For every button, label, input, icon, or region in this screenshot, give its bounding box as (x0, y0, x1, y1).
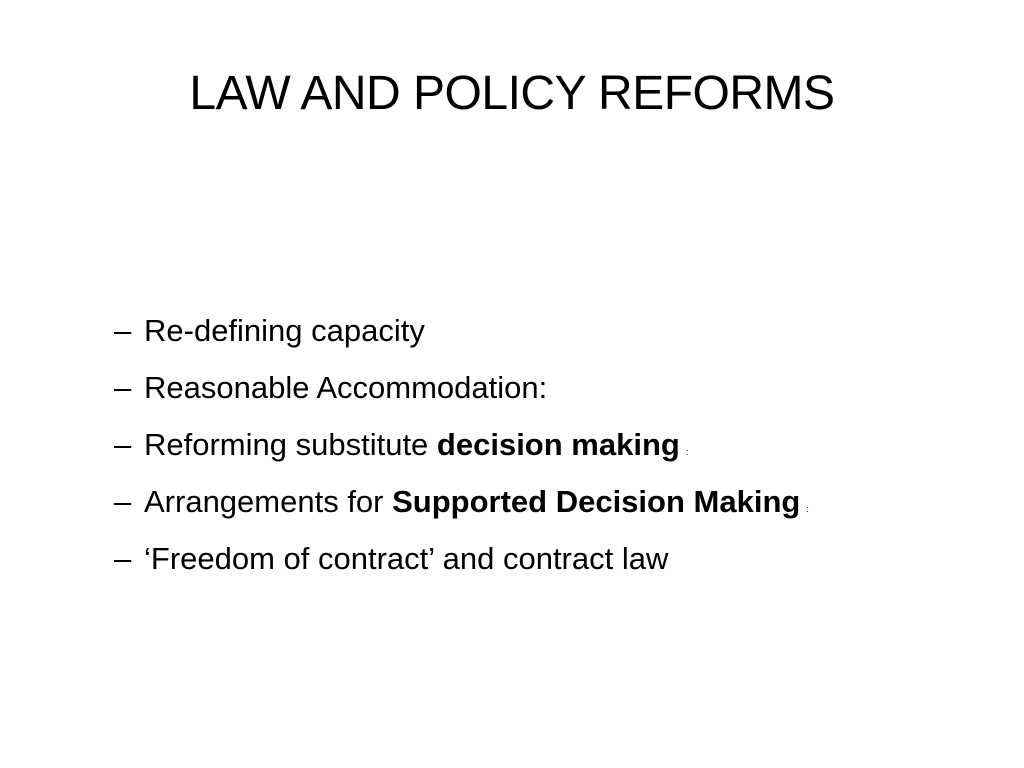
bullet-dash: – (114, 484, 132, 519)
bullet-dash: – (114, 427, 132, 462)
bullet-bold-text: decision making (436, 427, 680, 462)
bullet-text: Reforming substitute (144, 427, 437, 462)
bullet-dash: – (114, 541, 132, 576)
bullet-suffix: : (685, 447, 689, 457)
bullet-item-redefining-capacity (114, 302, 974, 359)
bullet-text: Reasonable Accommodation: (144, 370, 548, 405)
bullet-text: Re-defining capacity (144, 313, 425, 348)
slide-title: LAW AND POLICY REFORMS (189, 67, 835, 120)
bullet-text: Arrangements for (144, 484, 393, 519)
bullet-list (114, 302, 974, 587)
bullet-item-supported-decision-making (114, 473, 974, 530)
bullet-suffix: : (806, 504, 809, 514)
bullet-text: ‘Freedom of contract’ and contract law (144, 541, 669, 576)
bullet-dash: – (114, 313, 132, 348)
bullet-dash: – (114, 370, 132, 405)
bullet-item-reasonable-accommodation (114, 359, 974, 416)
bullet-bold-text: Supported Decision Making (392, 484, 801, 519)
bullet-item-freedom-of-contract (114, 530, 974, 587)
bullet-item-reforming-substitute (114, 416, 974, 473)
